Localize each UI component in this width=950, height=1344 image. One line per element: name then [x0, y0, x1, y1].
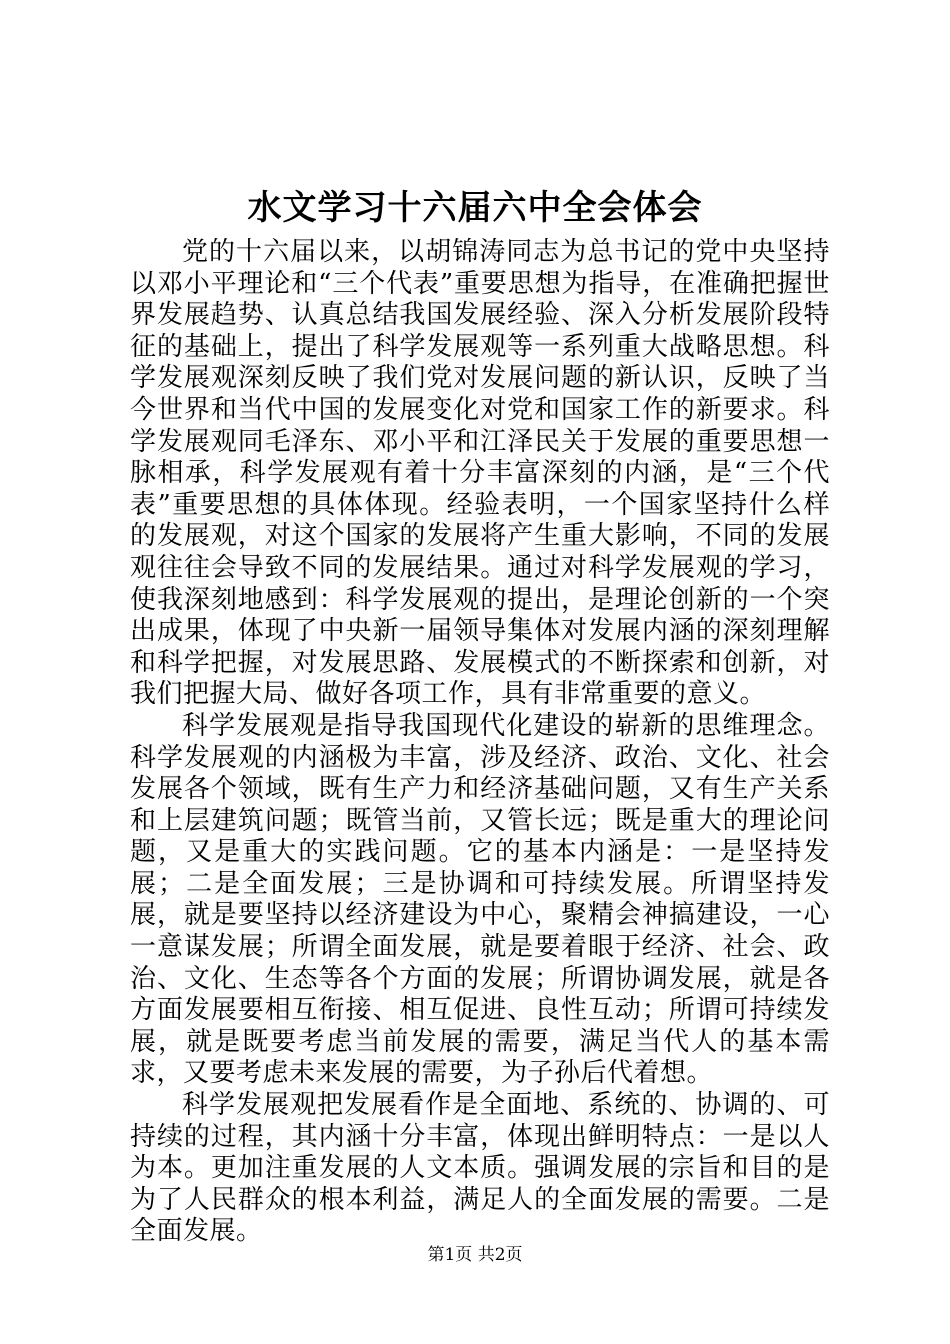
document-title: 水文学习十六届六中全会体会: [247, 188, 703, 228]
paragraph-1: 党的十六届以来，以胡锦涛同志为总书记的党中央坚持以邓小平理论和“三个代表”重要思想为指导，在准确把握世界发展趋势、认真总结我国发展经验、深入分析发展阶段特征的基础上，提出了科学发展观等一系列重大战略思想。科学发展观深刻反映了我们党对发展问题的新认识，反映了当今世界和当代中国的发展变化对党和国家工作的新要求。科学发展观同毛泽东、邓小平和江泽民关于发展的重要思想一脉相承，科学发展观有着十分丰富深刻的内涵，是“三个代表”重要思想的具体体现。经验表明，一个国家坚持什么样的发展观，对这个国家的发展将产生重大影响，不同的发展观往往会导致不同的发展结果。通过对科学发展观的学习，使我深刻地感到：科学发展观的提出，是理论创新的一个突出成果，体现了中央新一届领导集体对发展内涵的深刻理解和科学把握，对发展思路、发展模式的不断探索和创新，对我们把握大局、做好各项工作，具有非常重要的意义。: [130, 237, 830, 710]
document-body: [130, 237, 830, 1248]
page-number-footer: 第1页 共2页: [427, 1245, 523, 1265]
paragraph-2: 科学发展观是指导我国现代化建设的崭新的思维理念。科学发展观的内涵极为丰富，涉及经济、政治、文化、社会发展各个领域，既有生产力和经济基础问题，又有生产关系和上层建筑问题；既管当前，又管长远；既是重大的理论问题，又是重大的实践问题。它的基本内涵是：一是坚持发展；二是全面发展；三是协调和可持续发展。所谓坚持发展，就是要坚持以经济建设为中心，聚精会神搞建设，一心一意谋发展；所谓全面发展，就是要着眼于经济、社会、政治、文化、生态等各个方面的发展；所谓协调发展，就是各方面发展要相互衔接、相互促进、良性互动；所谓可持续发展，就是既要考虑当前发展的需要，满足当代人的基本需求，又要考虑未来发展的需要，为子孙后代着想。: [130, 710, 830, 1089]
paragraph-3: 科学发展观把发展看作是全面地、系统的、协调的、可持续的过程，其内涵十分丰富，体现出鲜明特点：一是以人为本。更加注重发展的人文本质。强调发展的宗旨和目的是为了人民群众的根本利益，满足人的全面发展的需要。二是全面发展。: [130, 1090, 830, 1247]
